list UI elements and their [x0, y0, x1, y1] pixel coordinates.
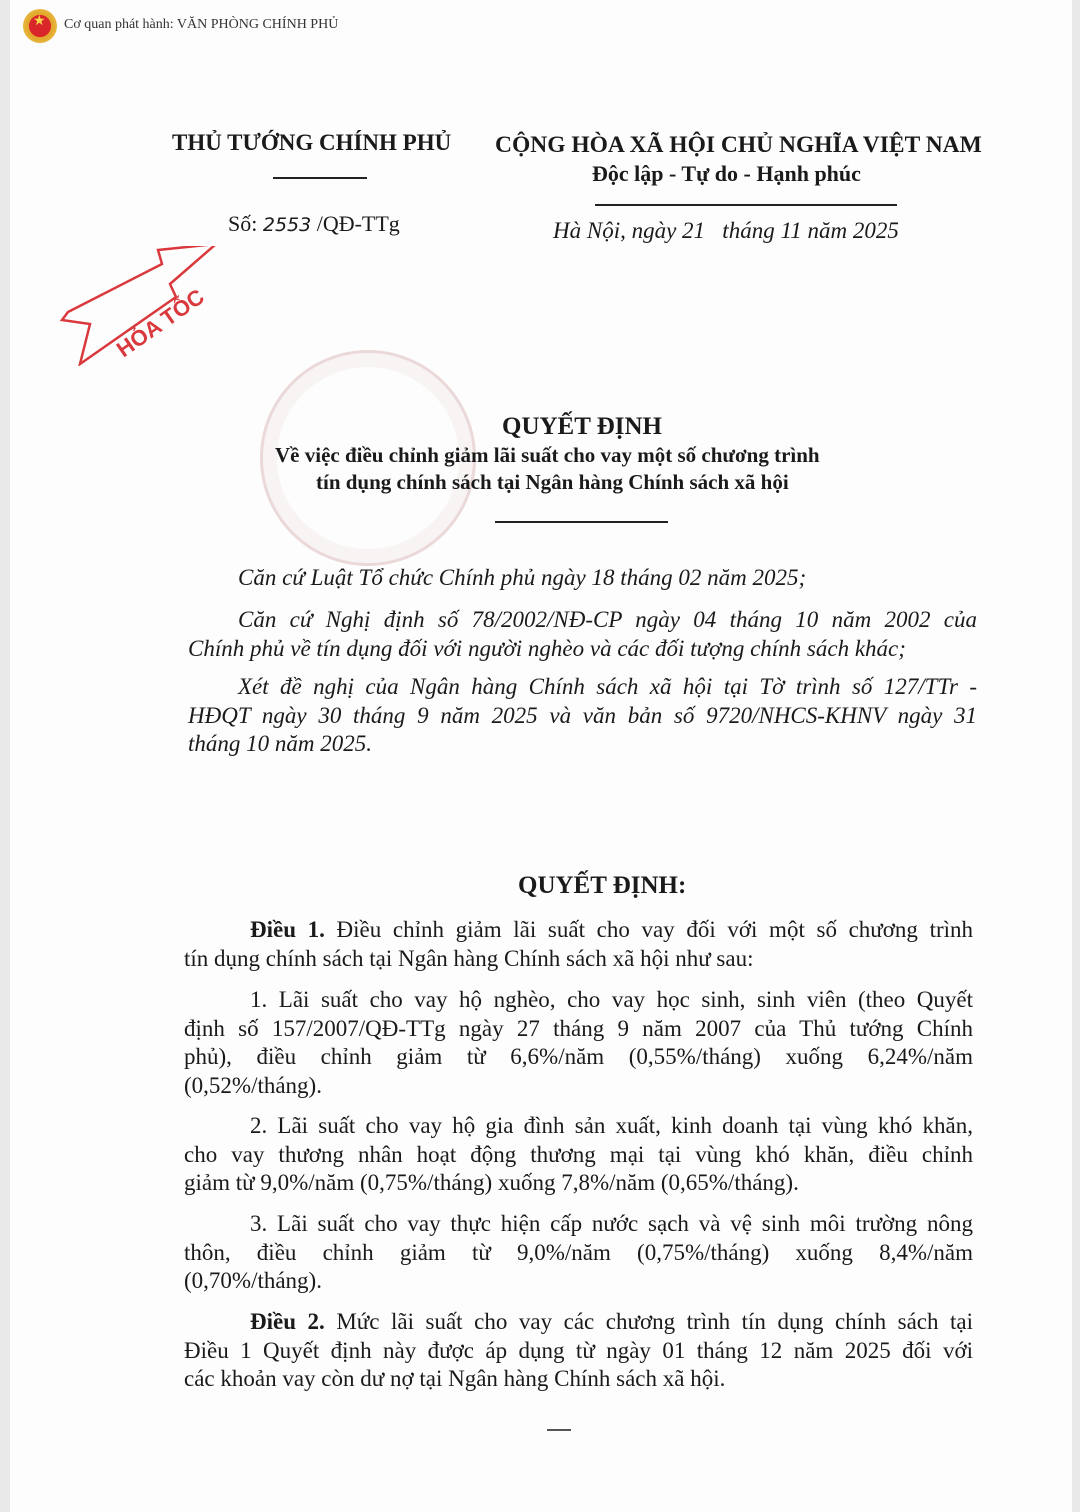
preamble-paragraph: [188, 606, 977, 663]
text-line: [184, 1267, 973, 1296]
line-text: giảm từ 9,0%/năm (0,75%/tháng) xuống 7,8%/năm (0,65%/tháng).: [184, 1170, 799, 1196]
line-text: Điều 1 Quyết định này được áp dụng từ ngày 01 tháng 12 năm 2025 đối với: [184, 1337, 973, 1363]
document-number: [228, 211, 400, 237]
text-line: [184, 1210, 973, 1239]
text-line: [184, 1043, 973, 1072]
number-prefix: Số:: [228, 211, 258, 236]
text-line: [188, 564, 977, 593]
text-line: [184, 1169, 973, 1198]
line-text: 3. Lãi suất cho vay thực hiện cấp nước sạch và vệ sinh môi trường nông: [250, 1211, 973, 1236]
article-label: Điều 2.: [250, 1309, 325, 1334]
text-line: [184, 1141, 973, 1170]
text-line: [188, 673, 977, 702]
line-text: tín dụng chính sách tại Ngân hàng Chính sách xã hội như sau:: [184, 945, 754, 971]
line-text: Mức lãi suất cho vay các chương trình tín dụng chính sách tại: [324, 1309, 974, 1334]
text-line: [188, 730, 977, 759]
decision-subtitle-line: Về việc điều chỉnh giảm lãi suất cho vay một số chương trình: [275, 443, 820, 467]
text-line: [184, 916, 973, 945]
urgent-stamp: [58, 246, 228, 366]
text-line: [184, 1308, 973, 1337]
line-text: 1. Lãi suất cho vay hộ nghèo, cho vay học sinh, sinh viên (theo Quyết: [250, 987, 973, 1012]
line-text: định số 157/2007/QĐ-TTg ngày 27 tháng 9 năm 2007 của Thủ tướng Chính: [184, 1015, 973, 1041]
text-line: [184, 986, 973, 1015]
preamble-paragraph: [188, 673, 977, 759]
line-text: Căn cứ Nghị định số 78/2002/NĐ-CP ngày 04 tháng 10 năm 2002 của: [238, 607, 977, 632]
text-line: [188, 606, 977, 635]
country-name: CỘNG HÒA XÃ HỘI CHỦ NGHĨA VIỆT NAM: [495, 132, 982, 158]
national-motto: Độc lập - Tự do - Hạnh phúc: [592, 161, 861, 186]
number-value: 2553: [262, 214, 312, 236]
text-line: [188, 635, 977, 664]
stamp-text: HỎA TỐC: [111, 283, 209, 363]
preamble-paragraph: [188, 564, 977, 593]
issue-date: Hà Nội, ngày 21 tháng 11 năm 2025: [553, 218, 899, 243]
line-text: tháng 10 năm 2025.: [188, 731, 372, 757]
issuer-label: Cơ quan phát hành: VĂN PHÒNG CHÍNH PHỦ: [64, 17, 339, 32]
line-text: thôn, điều chỉnh giảm từ 9,0%/năm (0,75%/tháng) xuống 8,4%/năm: [184, 1239, 973, 1265]
text-line: [184, 1365, 973, 1394]
agency-divider: [273, 177, 367, 179]
line-text: Điều chỉnh giảm lãi suất cho vay đối với một số chương trình: [324, 917, 974, 942]
article-paragraph: [184, 1112, 973, 1198]
decision-heading: QUYẾT ĐỊNH:: [518, 872, 687, 899]
decision-title: QUYẾT ĐỊNH: [502, 413, 662, 440]
number-suffix: /QĐ-TTg: [316, 211, 400, 236]
document-page: [10, 0, 1072, 1512]
text-line: [184, 1239, 973, 1268]
article-paragraph: [184, 1210, 973, 1296]
agency-name: THỦ TƯỚNG CHÍNH PHỦ: [172, 130, 452, 155]
line-text: HĐQT ngày 30 tháng 9 năm 2025 và văn bản số 9720/NHCS-KHNV ngày 31: [188, 702, 977, 728]
article-paragraph: [184, 916, 973, 973]
text-line: [188, 702, 977, 731]
line-text: Xét đề nghị của Ngân hàng Chính sách xã hội tại Tờ trình số 127/TTr -: [238, 674, 977, 699]
line-text: cho vay thương nhân hoạt động thương mại tại vùng khó khăn, điều chỉnh: [184, 1141, 973, 1167]
line-text: 2. Lãi suất cho vay hộ gia đình sản xuất, kinh doanh tại vùng khó khăn,: [250, 1113, 973, 1138]
national-emblem-icon: [23, 9, 57, 43]
text-line: [184, 1015, 973, 1044]
text-line: [184, 1337, 973, 1366]
text-line: [184, 1112, 973, 1141]
line-text: (0,52%/tháng).: [184, 1073, 322, 1099]
article-label: Điều 1.: [250, 917, 325, 942]
line-text: Căn cứ Luật Tổ chức Chính phủ ngày 18 tháng 02 năm 2025;: [238, 565, 807, 590]
article-paragraph: [184, 1308, 973, 1394]
title-divider: [495, 521, 668, 523]
text-line: [184, 945, 973, 974]
line-text: (0,70%/tháng).: [184, 1268, 322, 1294]
text-line: [184, 1072, 973, 1101]
line-text: phủ), điều chỉnh giảm từ 6,6%/năm (0,55%/tháng) xuống 6,24%/năm: [184, 1044, 973, 1070]
line-text: Chính phủ về tín dụng đối với người nghèo và các đối tượng chính sách khác;: [188, 635, 906, 661]
article-paragraph: [184, 986, 973, 1101]
line-text: các khoản vay còn dư nợ tại Ngân hàng Chính sách xã hội.: [184, 1366, 726, 1392]
page-mark: [547, 1429, 571, 1431]
decision-subtitle-line: tín dụng chính sách tại Ngân hàng Chính sách xã hội: [316, 470, 789, 494]
motto-divider: [595, 204, 897, 206]
